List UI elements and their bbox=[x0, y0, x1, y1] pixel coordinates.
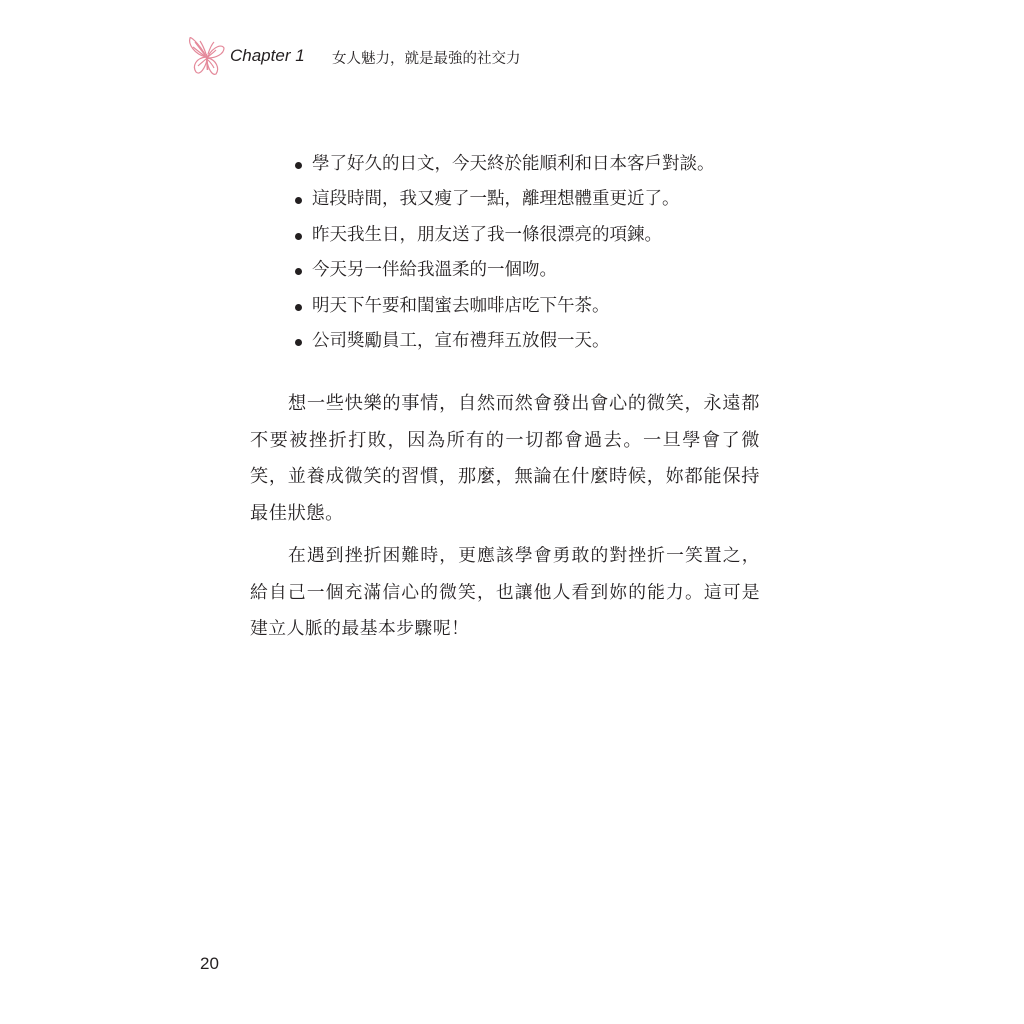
list-item: 昨天我生日，朋友送了我一條很漂亮的項鍊。 bbox=[293, 221, 773, 256]
list-item: 學了好久的日文，今天終於能順利和日本客戶對談。 bbox=[293, 150, 773, 185]
page-number: 20 bbox=[200, 954, 219, 973]
list-item: 明天下午要和閨蜜去咖啡店吃下午茶。 bbox=[293, 292, 773, 327]
bullet-list bbox=[293, 150, 773, 362]
running-header bbox=[186, 32, 606, 80]
body-paragraph: 想一些快樂的事情，自然而然會發出會心的微笑，永遠都不要被挫折打敗，因為所有的一切都會過去。一旦學會了微笑，並養成微笑的習慣，那麼，無論在什麼時候，妳都能保持最佳狀態。 bbox=[250, 393, 760, 525]
body-paragraph: 在遇到挫折困難時，更應該學會勇敢的對挫折一笑置之，給自己一個充滿信心的微笑，也讓他人看到妳的能力。這可是建立人脈的最基本步驟呢！ bbox=[250, 545, 760, 639]
chapter-title: 女人魅力，就是最強的社交力 bbox=[332, 51, 521, 67]
list-item: 今天另一伴給我溫柔的一個吻。 bbox=[293, 256, 773, 291]
chapter-label: Chapter 1 bbox=[230, 46, 305, 65]
list-item: 這段時間，我又瘦了一點，離理想體重更近了。 bbox=[293, 185, 773, 220]
list-item: 公司獎勵員工，宣布禮拜五放假一天。 bbox=[293, 327, 773, 362]
butterfly-icon bbox=[186, 32, 230, 78]
